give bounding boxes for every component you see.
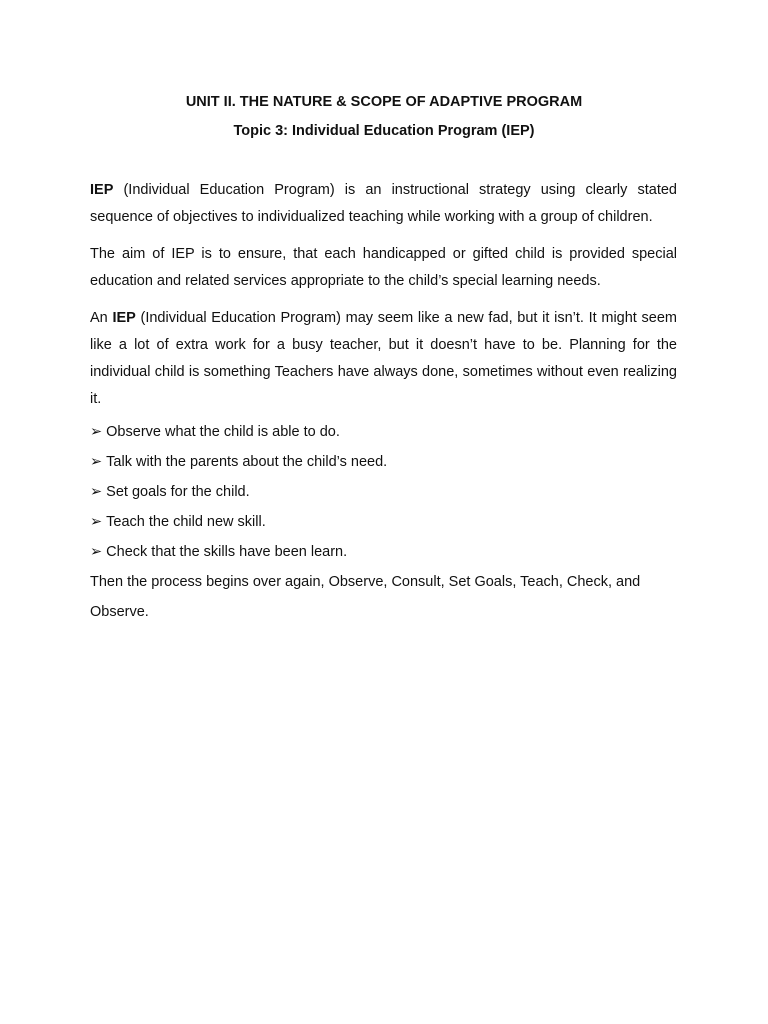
arrow-bullet-icon: ➢ <box>90 424 103 440</box>
list-item-text: Talk with the parents about the child’s need. <box>106 454 388 470</box>
paragraph-iep-planning <box>90 305 677 413</box>
paragraph-text: The aim of IEP is to ensure, that each handicapped or gifted child is provided special education and related services appropriate to the child’s special learning needs. <box>90 246 677 289</box>
paragraph-iep-aim <box>90 241 677 295</box>
unit-title: UNIT II. THE NATURE & SCOPE OF ADAPTIVE PROGRAM <box>185 94 583 110</box>
list-item <box>90 453 677 471</box>
list-item <box>90 423 677 441</box>
list-item-text: Observe what the child is able to do. <box>106 424 340 440</box>
paragraph-text: (Individual Education Program) is an instructional strategy using clearly stated sequence of objectives to individualized teaching while working with a group of children. <box>90 182 677 225</box>
list-item-text: Set goals for the child. <box>106 484 250 500</box>
arrow-bullet-icon: ➢ <box>90 544 103 560</box>
list-item-text: Teach the child new skill. <box>106 514 266 530</box>
paragraph-text: (Individual Education Program) may seem like a new fad, but it isn’t. It might seem like a lot of extra work for a busy teacher, but it doesn’t have to be. Planning for the individual child is something Teachers have always done, sometimes without even realizing it. <box>90 310 677 407</box>
list-item-text: Check that the skills have been learn. <box>106 544 348 560</box>
arrow-bullet-icon: ➢ <box>90 454 103 470</box>
paragraph-iep-definition <box>90 177 677 231</box>
arrow-bullet-icon: ➢ <box>90 514 103 530</box>
arrow-bullet-icon: ➢ <box>90 484 103 500</box>
list-item <box>90 483 677 501</box>
topic-title: Topic 3: Individual Education Program (IEP) <box>233 123 535 139</box>
document-body <box>90 177 677 627</box>
paragraph-lead: An <box>90 310 113 326</box>
process-steps-list <box>90 423 677 561</box>
closing-paragraph: Then the process begins over again, Observe, Consult, Set Goals, Teach, Check, and Observe. <box>90 574 641 620</box>
list-item <box>90 513 677 531</box>
iep-bold-term: IEP <box>112 310 136 326</box>
list-item <box>90 543 677 561</box>
iep-bold-term: IEP <box>90 182 114 198</box>
